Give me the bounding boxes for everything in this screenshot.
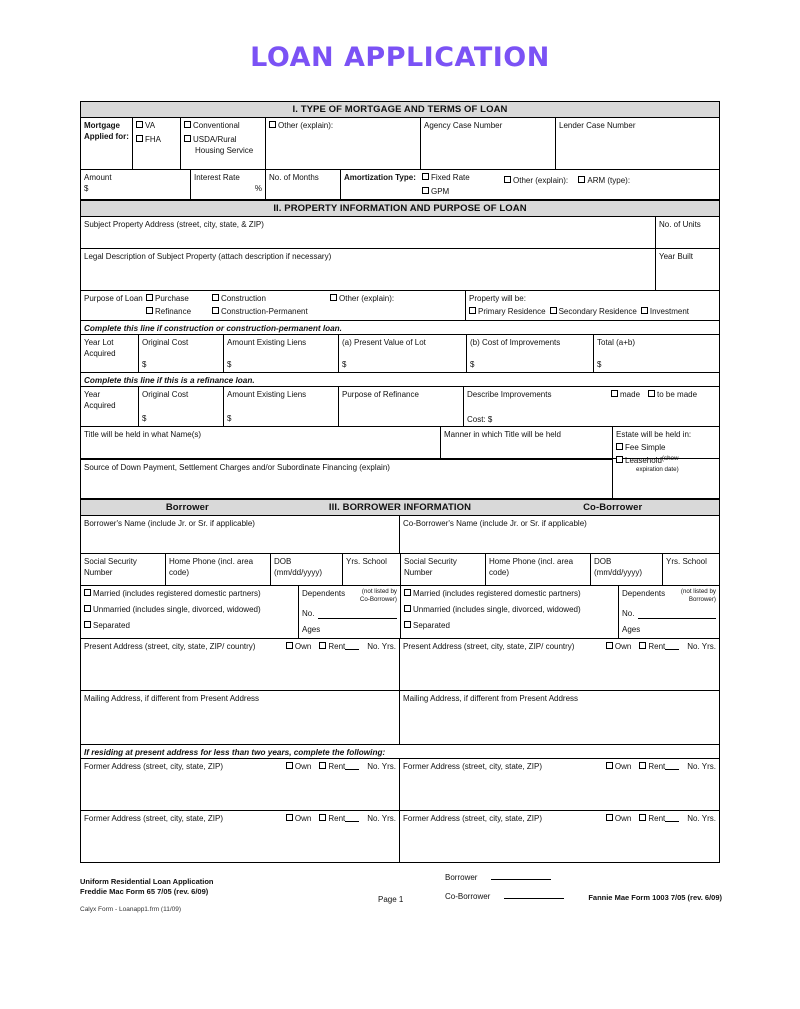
borrower-mailing-address-input[interactable]	[81, 705, 400, 744]
year-acquired-refinance-field[interactable]: Year Acquired	[81, 387, 139, 426]
describe-improvements-group	[464, 387, 719, 426]
original-cost-refinance-field[interactable]: Original Cost $	[139, 387, 224, 426]
construction-note-row	[80, 321, 720, 335]
borrower-home-phone-input[interactable]	[166, 568, 271, 585]
checkbox-borrower-former2-rent-box[interactable]	[319, 814, 326, 821]
checkbox-conventional[interactable]: Conventional	[184, 120, 240, 131]
checkbox-coborrower-former2-own-box[interactable]	[606, 814, 613, 821]
checkbox-mortgage-other-box[interactable]	[269, 121, 276, 128]
section-1-header: I. TYPE OF MORTGAGE AND TERMS OF LOAN	[80, 101, 720, 118]
property-will-be-group	[466, 291, 719, 320]
checkbox-borrower-unmarried-box[interactable]	[84, 605, 91, 612]
checkbox-borrower-present-rent[interactable]: Rent	[319, 641, 359, 652]
title-held-names-field[interactable]: Title will be held in what Name(s)	[81, 427, 441, 458]
footer-borrower-signature: Borrower	[445, 872, 564, 883]
lender-case-number-field[interactable]: Lender Case Number	[559, 121, 636, 130]
footer-coborrower-signature: Co-Borrower	[445, 891, 564, 902]
coborrower-present-address-input[interactable]	[400, 653, 719, 690]
checkbox-coborrower-former1-rent[interactable]: Rent	[639, 761, 679, 772]
coborrower-former-address-2-label: Former Address (street, city, state, ZIP)	[403, 814, 542, 823]
coborrower-former-address-1-label: Former Address (street, city, state, ZIP)	[403, 762, 542, 771]
coborrower-dependents-group	[619, 586, 719, 638]
checkbox-primary-residence[interactable]: Primary Residence	[469, 306, 546, 317]
manner-title-held-field[interactable]: Manner in which Title will be held	[441, 427, 613, 458]
checkbox-borrower-present-own-box[interactable]	[286, 642, 293, 649]
coborrower-ssn-input[interactable]	[401, 568, 486, 585]
checkbox-purpose-other[interactable]: Other (explain):	[330, 293, 394, 304]
purpose-of-loan-group	[81, 291, 466, 320]
checkbox-coborrower-former1-own-box[interactable]	[606, 762, 613, 769]
checkbox-borrower-separated[interactable]: Separated	[84, 620, 130, 631]
checkbox-coborrower-present-rent[interactable]: Rent	[639, 641, 679, 652]
borrower-mailing-address-label: Mailing Address, if different from Present Address	[84, 694, 260, 703]
checkbox-coborrower-separated[interactable]: Separated	[404, 620, 450, 631]
checkbox-improvements-to-be-made[interactable]: to be made	[648, 389, 697, 400]
legal-description-row	[80, 249, 720, 291]
borrower-former-address-1-label-cell	[81, 759, 400, 773]
borrower-present-address-input[interactable]	[81, 653, 400, 690]
checkbox-coborrower-former2-own[interactable]: Own	[606, 813, 631, 824]
present-value-of-lot-field[interactable]: (a) Present Value of Lot $	[339, 335, 467, 372]
coborrower-dependents-no-label: No.	[622, 609, 635, 618]
footer-uniform-line1: Uniform Residential Loan Application	[80, 877, 214, 886]
borrower-dependents-group	[299, 586, 401, 638]
section-3-title: III. BORROWER INFORMATION	[328, 502, 472, 513]
checkbox-borrower-married-box[interactable]	[84, 589, 91, 596]
checkbox-fixed-rate-box[interactable]	[422, 173, 429, 180]
borrower-ssn-input[interactable]	[81, 568, 166, 585]
coborrower-present-address-label-cell	[400, 639, 719, 653]
checkbox-borrower-former2-rent[interactable]: Rent	[319, 813, 359, 824]
residing-note-row	[80, 745, 720, 759]
section-2-header: II. PROPERTY INFORMATION AND PURPOSE OF LOAN	[80, 200, 720, 217]
former-address-1-label-row	[80, 759, 720, 773]
mortgage-type-conventional-group	[181, 118, 266, 169]
construction-note: Complete this line if construction or construction-permanent loan.	[84, 324, 342, 333]
footer-calyx: Calyx Form - Loanapp1.frm (11/09)	[80, 906, 182, 913]
checkbox-borrower-former2-own-box[interactable]	[286, 814, 293, 821]
present-address-label-row	[80, 639, 720, 653]
checkbox-construction-permanent-box[interactable]	[212, 307, 219, 314]
form-container	[80, 101, 720, 863]
checkbox-investment-box[interactable]	[641, 307, 648, 314]
checkbox-coborrower-married[interactable]: Married (includes registered domestic partners)	[404, 588, 581, 599]
footer-fannie-mae: Fannie Mae Form 1003 7/05 (rev. 6/09)	[588, 893, 722, 902]
checkbox-amort-other[interactable]: Other (explain):	[504, 175, 568, 186]
page-title: LOAN APPLICATION	[250, 42, 550, 73]
former-address-2-input-row	[80, 825, 720, 863]
interest-rate-field[interactable]: Interest Rate %	[191, 170, 266, 199]
coborrower-mailing-address-label: Mailing Address, if different from Present Address	[403, 694, 579, 703]
estate-held-spacer	[613, 459, 719, 498]
borrower-former1-rent-input[interactable]	[345, 761, 359, 770]
checkbox-coborrower-present-own[interactable]: Own	[606, 641, 631, 652]
borrower-signature-line[interactable]	[491, 872, 551, 880]
construction-data-row	[80, 335, 720, 373]
coborrower-present-no-yrs: No. Yrs.	[687, 642, 716, 651]
checkbox-amort-other-box[interactable]	[504, 176, 511, 183]
coborrower-former-address-2-input[interactable]	[400, 825, 719, 862]
borrower-dependents-no-input[interactable]	[318, 610, 397, 619]
estate-held-in-label: Estate will be held in:	[616, 430, 692, 439]
checkbox-borrower-former1-rent[interactable]: Rent	[319, 761, 359, 772]
estate-held-in-group	[613, 427, 719, 473]
checkbox-coborrower-married-box[interactable]	[404, 589, 411, 596]
legal-description-field[interactable]: Legal Description of Subject Property (attach description if necessary)	[81, 249, 656, 290]
borrower-former-address-2-input[interactable]	[81, 825, 400, 862]
amortization-type-label: Amortization Type:	[344, 173, 416, 182]
checkbox-borrower-former1-rent-box[interactable]	[319, 762, 326, 769]
residing-note: If residing at present address for less than two years, complete the following:	[84, 748, 386, 757]
checkbox-borrower-present-rent-box[interactable]	[319, 642, 326, 649]
coborrower-present-rent-input[interactable]	[665, 641, 679, 650]
checkbox-secondary-residence[interactable]: Secondary Residence	[550, 306, 637, 317]
footer-uniform-line2: Freddie Mac Form 65 7/05 (rev. 6/09)	[80, 887, 209, 896]
coborrower-yrs-school-label: Yrs. School	[666, 557, 707, 566]
borrower-former-address-1-label: Former Address (street, city, state, ZIP)	[84, 762, 223, 771]
checkbox-fha-box[interactable]	[136, 135, 143, 142]
year-lot-acquired-field[interactable]: Year Lot Acquired	[81, 335, 139, 372]
borrower-dependents-label: Dependents	[302, 589, 346, 598]
checkbox-borrower-former1-own-box[interactable]	[286, 762, 293, 769]
checkbox-fha[interactable]: FHA	[136, 134, 161, 145]
coborrower-former1-rent-input[interactable]	[665, 761, 679, 770]
coborrower-marital-status-group	[401, 586, 619, 638]
borrower-former2-no-yrs: No. Yrs.	[367, 814, 396, 823]
amortization-type-group	[341, 170, 719, 199]
footer-signature-block	[445, 872, 564, 910]
coborrower-former-address-2-label-cell	[400, 811, 719, 825]
original-cost-construction-field[interactable]: Original Cost $	[139, 335, 224, 372]
leasehold-sub-1: (show	[661, 455, 679, 462]
borrower-name-row	[80, 516, 720, 554]
checkbox-borrower-former2-own[interactable]: Own	[286, 813, 311, 824]
checkbox-arm-box[interactable]	[578, 176, 585, 183]
checkbox-purpose-other-box[interactable]	[330, 294, 337, 301]
checkbox-coborrower-unmarried-box[interactable]	[404, 605, 411, 612]
purpose-of-refinance-field[interactable]: Purpose of Refinance	[339, 387, 464, 426]
mortgage-type-other-group	[266, 118, 421, 169]
coborrower-yrs-school-input[interactable]	[663, 568, 719, 585]
checkbox-va[interactable]: VA	[136, 120, 155, 131]
purpose-of-loan-row	[80, 291, 720, 321]
former-address-1-input-row	[80, 773, 720, 811]
borrower-dependents-ages-field[interactable]: Ages	[302, 625, 321, 634]
checkbox-gpm-box[interactable]	[422, 187, 429, 194]
checkbox-coborrower-former1-rent-box[interactable]	[639, 762, 646, 769]
coborrower-mailing-address-input[interactable]	[400, 705, 719, 744]
section-3-coborrower-label: Co-Borrower	[583, 502, 643, 513]
borrower-yrs-school-label: Yrs. School	[343, 554, 401, 568]
checkbox-secondary-residence-box[interactable]	[550, 307, 557, 314]
checkbox-construction[interactable]: Construction	[212, 293, 266, 304]
borrower-former1-no-yrs: No. Yrs.	[367, 762, 396, 771]
borrower-home-phone-label: Home Phone (incl. area code)	[166, 554, 271, 568]
mortgage-applied-for-label: Mortgage Applied for:	[81, 118, 133, 169]
checkbox-refinance[interactable]: Refinance	[146, 306, 191, 317]
source-down-payment-row	[80, 459, 720, 499]
checkbox-leasehold[interactable]: Leasehold (show	[616, 455, 678, 466]
section-3-header	[80, 499, 720, 516]
checkbox-coborrower-separated-box[interactable]	[404, 621, 411, 628]
leasehold-sub-2: expiration date)	[636, 466, 679, 473]
checkbox-va-box[interactable]	[136, 121, 143, 128]
borrower-identity-header-row	[80, 554, 720, 577]
borrower-dependents-note: (not listed by Co-Borrower)	[359, 588, 397, 603]
footer-page-number: Page 1	[378, 895, 404, 904]
coborrower-present-address-label: Present Address (street, city, state, ZIP/ country)	[403, 642, 575, 651]
borrower-yrs-school-input[interactable]	[343, 568, 401, 585]
checkbox-fixed-rate[interactable]: Fixed Rate	[422, 172, 470, 183]
borrower-former-address-2-label-cell	[81, 811, 400, 825]
checkbox-borrower-former1-own[interactable]: Own	[286, 761, 311, 772]
checkbox-construction-box[interactable]	[212, 294, 219, 301]
checkbox-fee-simple[interactable]: Fee Simple	[616, 442, 665, 453]
agency-case-number-field[interactable]: Agency Case Number	[421, 118, 556, 169]
checkbox-purchase-box[interactable]	[146, 294, 153, 301]
checkbox-coborrower-unmarried[interactable]: Unmarried (includes single, divorced, widowed)	[404, 604, 581, 615]
coborrower-former-address-1-label-cell	[400, 759, 719, 773]
checkbox-coborrower-former2-rent-box[interactable]	[639, 814, 646, 821]
former-address-2-label-row	[80, 811, 720, 825]
checkbox-usda[interactable]: USDA/Rural	[184, 134, 237, 145]
section-1-terms-row	[80, 170, 720, 200]
checkbox-improvements-made-box[interactable]	[611, 390, 618, 397]
checkbox-improvements-made[interactable]: made	[611, 389, 640, 400]
checkbox-investment[interactable]: Investment	[641, 306, 689, 317]
amount-existing-liens-refinance-field[interactable]: Amount Existing Liens $	[224, 387, 339, 426]
borrower-former-address-2-label: Former Address (street, city, state, ZIP)	[84, 814, 223, 823]
cost-of-improvements-field[interactable]: (b) Cost of Improvements $	[467, 335, 594, 372]
coborrower-dob-label: DOB (mm/dd/yyyy)	[591, 554, 663, 568]
borrower-dob-label: DOB (mm/dd/yyyy)	[271, 554, 343, 568]
coborrower-dob-input[interactable]	[591, 568, 663, 585]
checkbox-arm[interactable]: ARM (type):	[578, 175, 630, 186]
section-1-mortgage-row	[80, 118, 720, 170]
checkbox-mortgage-other[interactable]: Other (explain):	[269, 120, 333, 131]
checkbox-coborrower-present-rent-box[interactable]	[639, 642, 646, 649]
coborrower-home-phone-input[interactable]	[486, 568, 591, 585]
coborrower-former-address-1-input[interactable]	[400, 773, 719, 810]
loan-amount-field[interactable]: Amount $	[81, 170, 191, 199]
improvements-cost-field[interactable]: Cost: $	[467, 415, 493, 424]
checkbox-purchase[interactable]: Purchase	[146, 293, 189, 304]
subject-property-address-row	[80, 217, 720, 249]
coborrower-former1-no-yrs: No. Yrs.	[687, 762, 716, 771]
describe-improvements-label: Describe Improvements	[467, 390, 552, 399]
borrower-name-field[interactable]: Borrower's Name (include Jr. or Sr. if applicable)	[81, 516, 400, 553]
refinance-note: Complete this line if this is a refinance loan.	[84, 376, 255, 385]
coborrower-home-phone-label: Home Phone (incl. area code)	[486, 554, 591, 568]
mailing-address-label-row	[80, 691, 720, 705]
checkbox-construction-permanent[interactable]: Construction-Permanent	[212, 306, 308, 317]
coborrower-dependents-no-input[interactable]	[638, 610, 716, 619]
borrower-present-address-label-cell	[81, 639, 400, 653]
borrower-present-rent-input[interactable]	[345, 641, 359, 650]
marital-dependents-row	[80, 586, 720, 639]
checkbox-fee-simple-box[interactable]	[616, 443, 623, 450]
coborrower-signature-line[interactable]	[504, 891, 564, 899]
no-of-units-field[interactable]: No. of Units	[659, 220, 701, 229]
coborrower-ssn-label: Social Security Number	[401, 554, 486, 568]
total-a-plus-b-field[interactable]: Total (a+b) $	[597, 338, 636, 369]
borrower-mailing-address-label-cell	[81, 691, 400, 705]
coborrower-former2-no-yrs: No. Yrs.	[687, 814, 716, 823]
coborrower-dependents-note: (not listed by Borrower)	[680, 588, 716, 603]
section-3-borrower-label: Borrower	[165, 502, 209, 513]
refinance-note-row	[80, 373, 720, 387]
checkbox-gpm[interactable]: GPM	[422, 186, 449, 197]
checkbox-primary-residence-box[interactable]	[469, 307, 476, 314]
year-built-field[interactable]: Year Built	[659, 252, 693, 261]
borrower-dob-input[interactable]	[271, 568, 343, 585]
borrower-former-address-1-input[interactable]	[81, 773, 400, 810]
checkbox-improvements-to-be-made-box[interactable]	[648, 390, 655, 397]
borrower-dependents-no-label: No.	[302, 609, 315, 618]
mailing-address-input-row	[80, 705, 720, 745]
source-down-payment-field[interactable]: Source of Down Payment, Settlement Charges and/or Subordinate Financing (explain)	[81, 459, 613, 498]
borrower-present-no-yrs: No. Yrs.	[367, 642, 396, 651]
checkbox-borrower-present-own[interactable]: Own	[286, 641, 311, 652]
amount-existing-liens-construction-field[interactable]: Amount Existing Liens $	[224, 335, 339, 372]
coborrower-dependents-label: Dependents	[622, 589, 666, 598]
coborrower-mailing-address-label-cell	[400, 691, 719, 705]
coborrower-dependents-ages-field[interactable]: Ages	[622, 625, 641, 634]
checkbox-usda-box[interactable]	[184, 135, 191, 142]
refinance-data-row	[80, 387, 720, 427]
checkbox-refinance-box[interactable]	[146, 307, 153, 314]
checkbox-coborrower-present-own-box[interactable]	[606, 642, 613, 649]
property-will-be-label: Property will be:	[469, 294, 526, 303]
borrower-identity-input-row	[80, 568, 720, 586]
coborrower-name-field[interactable]: Co-Borrower's Name (include Jr. or Sr. if applicable)	[403, 519, 587, 528]
checkbox-coborrower-former1-own[interactable]: Own	[606, 761, 631, 772]
checkbox-coborrower-former2-rent[interactable]: Rent	[639, 813, 679, 824]
usda-label-line2: Housing Service	[195, 146, 254, 155]
borrower-marital-status-group	[81, 586, 299, 638]
coborrower-former2-rent-input[interactable]	[665, 813, 679, 822]
checkbox-conventional-box[interactable]	[184, 121, 191, 128]
borrower-former2-rent-input[interactable]	[345, 813, 359, 822]
no-of-months-field[interactable]: No. of Months	[266, 170, 341, 199]
borrower-present-address-label: Present Address (street, city, state, ZIP/ country)	[84, 642, 256, 651]
purpose-of-loan-label: Purpose of Loan	[84, 294, 143, 303]
mortgage-type-va-fha-group	[133, 118, 181, 169]
checkbox-borrower-unmarried[interactable]: Unmarried (includes single, divorced, widowed)	[84, 604, 261, 615]
subject-property-address-field[interactable]: Subject Property Address (street, city, state, & ZIP)	[81, 217, 656, 248]
present-address-input-row	[80, 653, 720, 691]
checkbox-borrower-separated-box[interactable]	[84, 621, 91, 628]
checkbox-borrower-married[interactable]: Married (includes registered domestic partners)	[84, 588, 261, 599]
footer-uniform-block	[80, 877, 213, 897]
borrower-ssn-label: Social Security Number	[81, 554, 166, 568]
